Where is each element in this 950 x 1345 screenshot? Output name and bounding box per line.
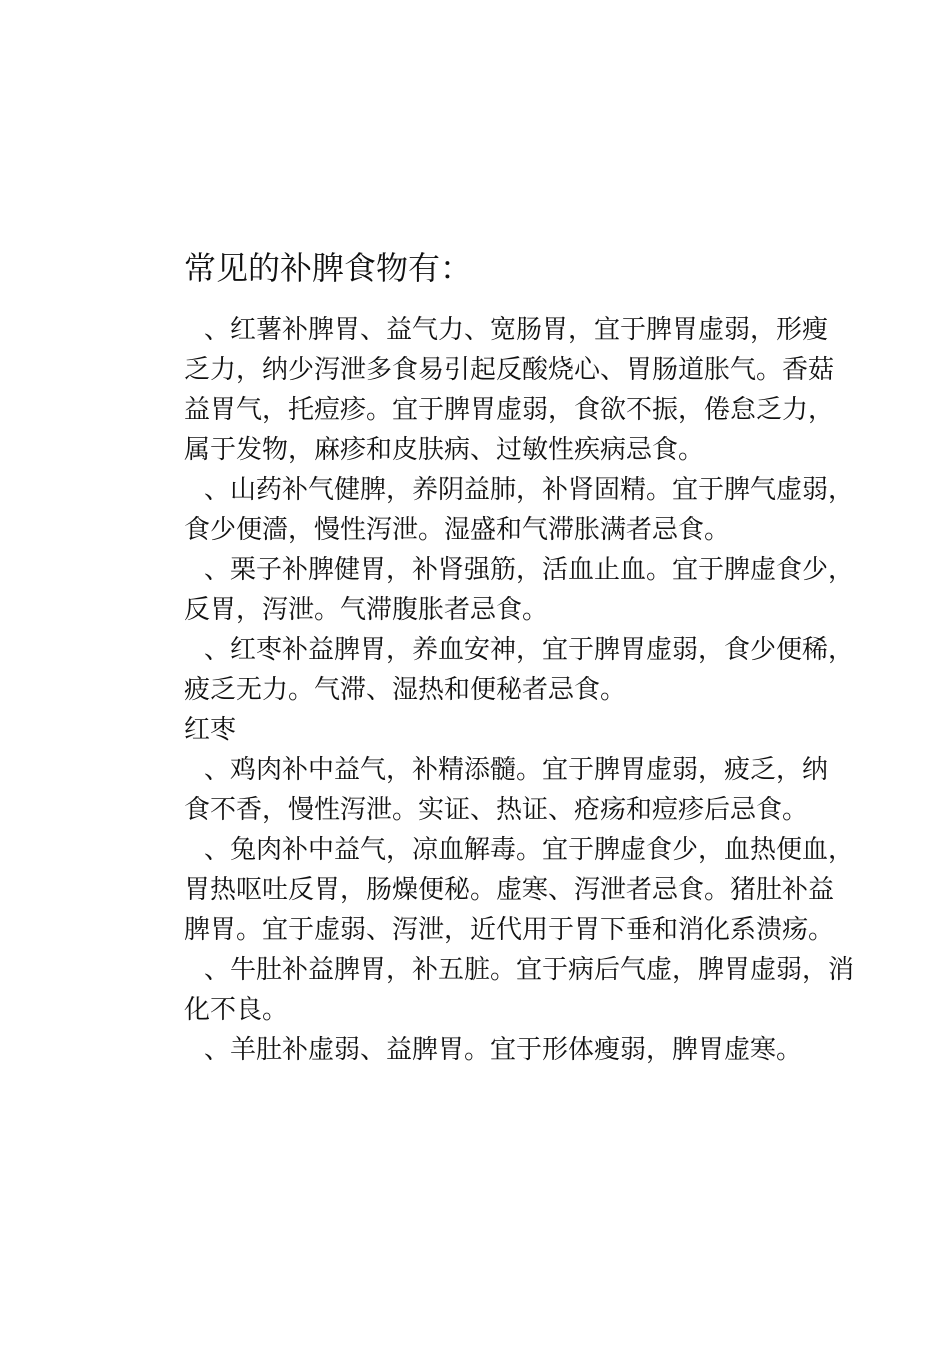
text-line: 、红枣补益脾胃，养血安神，宜于脾胃虚弱，食少便稀， [204,635,855,665]
text-line: 脾胃。宜于虚弱、泻泄，近代用于胃下垂和消化系溃疡。 [184,915,835,945]
text-line: 、牛肚补益脾胃，补五脏。宜于病后气虚，脾胃虚弱，消 [204,955,855,985]
text-line: 食不香，慢性泻泄。实证、热证、疮疡和痘疹后忌食。 [184,795,809,825]
text-line: 食少便濇，慢性泻泄。湿盛和气滞胀满者忌食。 [184,515,731,545]
text-line: 、羊肚补虚弱、益脾胃。宜于形体瘦弱，脾胃虚寒。 [204,1035,803,1065]
page-title: 常见的补脾食物有： [184,249,473,287]
text-line: 、兔肉补中益气，凉血解毒。宜于脾虚食少，血热便血， [204,835,855,865]
text-line: 、红薯补脾胃、益气力、宽肠胃，宜于脾胃虚弱，形瘦 [204,315,829,345]
text-line: 属于发物，麻疹和皮肤病、过敏性疾病忌食。 [184,435,705,465]
text-line: 、山药补气健脾，养阴益肺，补肾固精。宜于脾气虚弱， [204,475,855,505]
text-line: 疲乏无力。气滞、湿热和便秘者忌食。 [184,675,627,705]
document-body [184,310,944,1070]
text-line: 化不良。 [184,995,289,1025]
text-line: 胃热呕吐反胃，肠燥便秘。虚寒、泻泄者忌食。猪肚补益 [184,875,835,905]
text-line: 、栗子补脾健胃，补肾强筋，活血止血。宜于脾虚食少， [204,555,855,585]
text-line: 红枣 [184,715,237,745]
text-line: 、鸡肉补中益气，补精添髓。宜于脾胃虚弱，疲乏，纳 [204,755,829,785]
text-line: 益胃气，托痘疹。宜于脾胃虚弱，食欲不振，倦怠乏力， [184,395,835,425]
text-line: 乏力，纳少泻泄多食易引起反酸烧心、胃肠道胀气。香菇 [184,355,835,385]
text-line: 反胃，泻泄。气滞腹胀者忌食。 [184,595,549,625]
